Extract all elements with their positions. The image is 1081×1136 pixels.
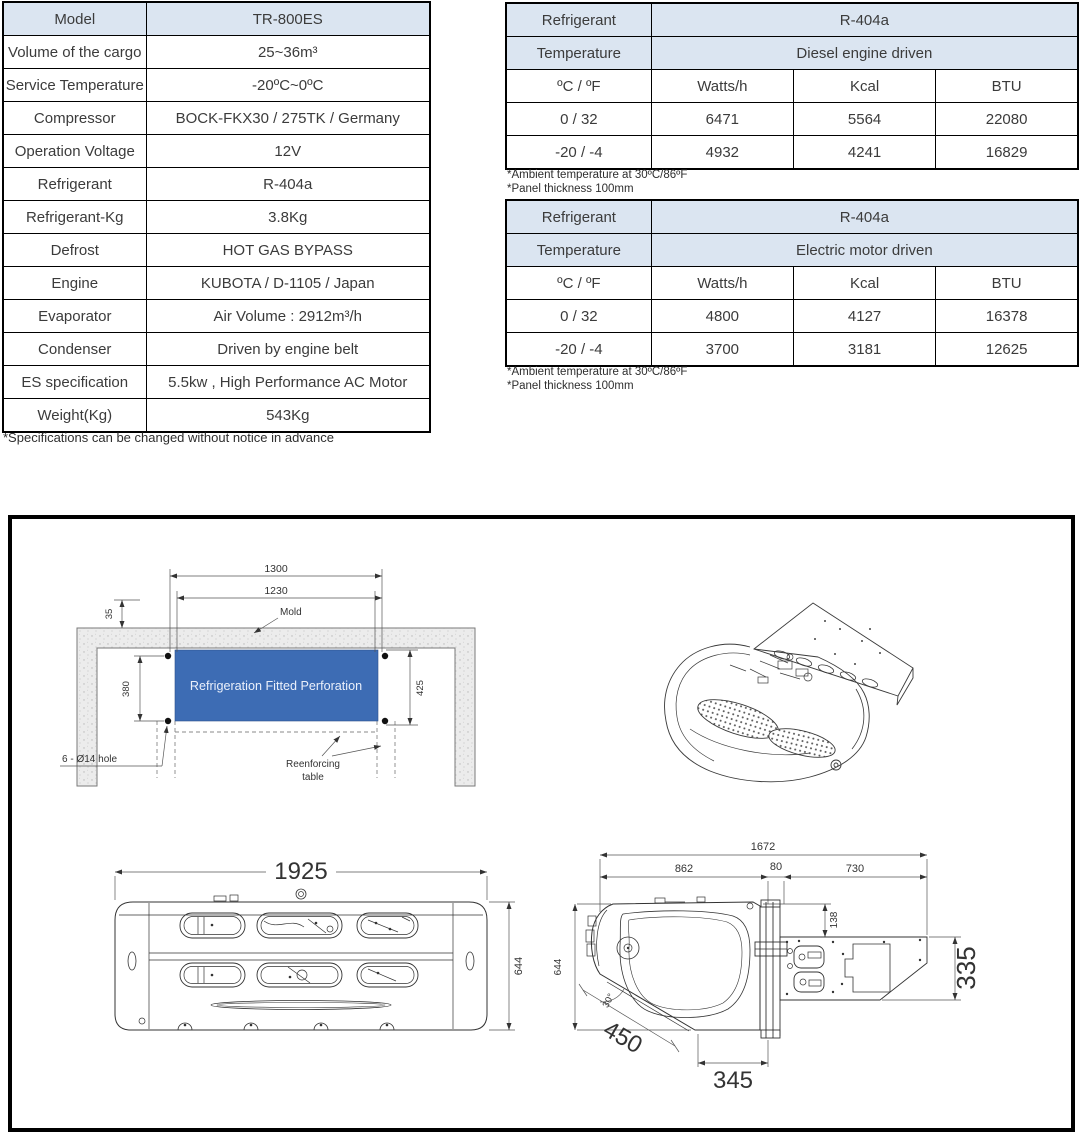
cell: 0 / 32 [506,300,651,333]
dim-450: 450 [598,1015,647,1060]
cell: 12625 [936,333,1078,367]
drive-type: Diesel engine driven [651,37,1078,70]
dim-1230: 1230 [264,585,288,597]
spec-row-value: -20ºC~0ºC [146,69,430,102]
dim-1300: 1300 [264,563,288,575]
cell: 16378 [936,300,1078,333]
temperature-label: Temperature [506,37,651,70]
refrigerant-value: R-404a [651,3,1078,37]
dim-angle: 30° [600,991,618,1010]
spec-row-label: Service Temperature [3,69,146,102]
temperature-label: Temperature [506,234,651,267]
col-header: ºC / ºF [506,267,651,300]
perf-footnotes-electric [507,366,687,393]
spec-row-label: Weight(Kg) [3,399,146,433]
cell: 4127 [793,300,935,333]
cell: 0 / 32 [506,103,651,136]
refrigerant-value: R-404a [651,200,1078,234]
mold-label: Mold [280,607,302,618]
cell: 4800 [651,300,793,333]
col-header: BTU [936,70,1078,103]
unit-outline [115,889,487,1030]
spec-row-value: TR-800ES [146,2,430,36]
perforation-diagram [50,553,500,803]
vents [180,913,418,987]
isometric-view [630,569,970,814]
spec-table [2,1,431,433]
footnote-line: *Panel thickness 100mm [507,182,634,195]
bottom-details [139,1001,394,1031]
dim-425: 425 [415,680,426,696]
hole-label: 6 - Ø14 hole [62,754,118,765]
dim-1672: 1672 [750,841,776,853]
spec-row-value: KUBOTA / D-1105 / Japan [146,267,430,300]
spec-row-label: Engine [3,267,146,300]
spec-footnote: *Specifications can be changed without notice in advance [3,430,334,445]
spec-row-label: Refrigerant-Kg [3,201,146,234]
dim-80: 80 [769,861,783,873]
spec-row-value: 5.5kw , High Performance AC Motor [146,366,430,399]
cell: 16829 [936,136,1078,170]
dimension-lines [115,872,515,1030]
spec-row-label: Compressor [3,102,146,135]
cell: 4241 [793,136,935,170]
perforation-box-label: Refrigeration Fitted Perforation [189,679,363,693]
spec-row-value: HOT GAS BYPASS [146,234,430,267]
spec-row-value: Air Volume : 2912m³/h [146,300,430,333]
spec-row-value: 25~36m³ [146,36,430,69]
reenforcing-label-1: Reenforcing [286,759,340,770]
reenforcing-leaders [322,736,381,756]
dim-644: 644 [553,958,564,976]
dim-35: 35 [104,608,115,620]
footnote-line: *Ambient temperature at 30ºC/86ºF [507,366,688,378]
col-header: Watts/h [651,267,793,300]
dim-730: 730 [845,863,865,875]
col-header: Kcal [793,267,935,300]
front-view [68,833,548,1085]
spec-row-label: Evaporator [3,300,146,333]
rear-plate [780,937,927,1000]
perf-table-diesel [505,2,1079,170]
cell: 4932 [651,136,793,170]
spec-row-value: R-404a [146,168,430,201]
perf-table-electric [505,199,1079,367]
footnote-line: *Ambient temperature at 30ºC/86ºF [507,169,688,181]
spec-row-label: ES specification [3,366,146,399]
dim-644: 644 [513,956,525,976]
cell: 22080 [936,103,1078,136]
unit-body [586,897,760,1031]
cell: 5564 [793,103,935,136]
col-header: Kcal [793,70,935,103]
mounting-plate [754,603,913,705]
cell: 3700 [651,333,793,367]
spec-row-value: 543Kg [146,399,430,433]
cell: -20 / -4 [506,333,651,367]
cell: 3181 [793,333,935,367]
reenforcing-label-2: table [302,772,324,783]
reenforcing-dashed-lines [157,721,395,778]
spec-row-label: Volume of the cargo [3,36,146,69]
dim-345: 345 [712,1067,754,1094]
col-header: BTU [936,267,1078,300]
spec-row-value: BOCK-FKX30 / 275TK / Germany [146,102,430,135]
dim-335: 335 [951,946,981,990]
col-header: Watts/h [651,70,793,103]
dim-380: 380 [121,681,132,697]
cell: -20 / -4 [506,136,651,170]
spec-row-value: Driven by engine belt [146,333,430,366]
spec-row-value: 12V [146,135,430,168]
dim-862: 862 [674,863,694,875]
cell: 6471 [651,103,793,136]
refrigerant-label: Refrigerant [506,3,651,37]
refrigerant-label: Refrigerant [506,200,651,234]
spec-row-label: Refrigerant [3,168,146,201]
spec-row-label: Model [3,2,146,36]
spec-row-label: Operation Voltage [3,135,146,168]
drive-type: Electric motor driven [651,234,1078,267]
dim-138: 138 [829,911,840,929]
dim-1925: 1925 [274,858,328,885]
perf-footnotes-diesel [507,169,687,196]
footnote-line: *Panel thickness 100mm [507,379,634,392]
drawing-panel [8,515,1075,1132]
spec-row-label: Defrost [3,234,146,267]
side-view [545,812,1080,1127]
spec-row-label: Condenser [3,333,146,366]
spec-row-value: 3.8Kg [146,201,430,234]
col-header: ºC / ºF [506,70,651,103]
